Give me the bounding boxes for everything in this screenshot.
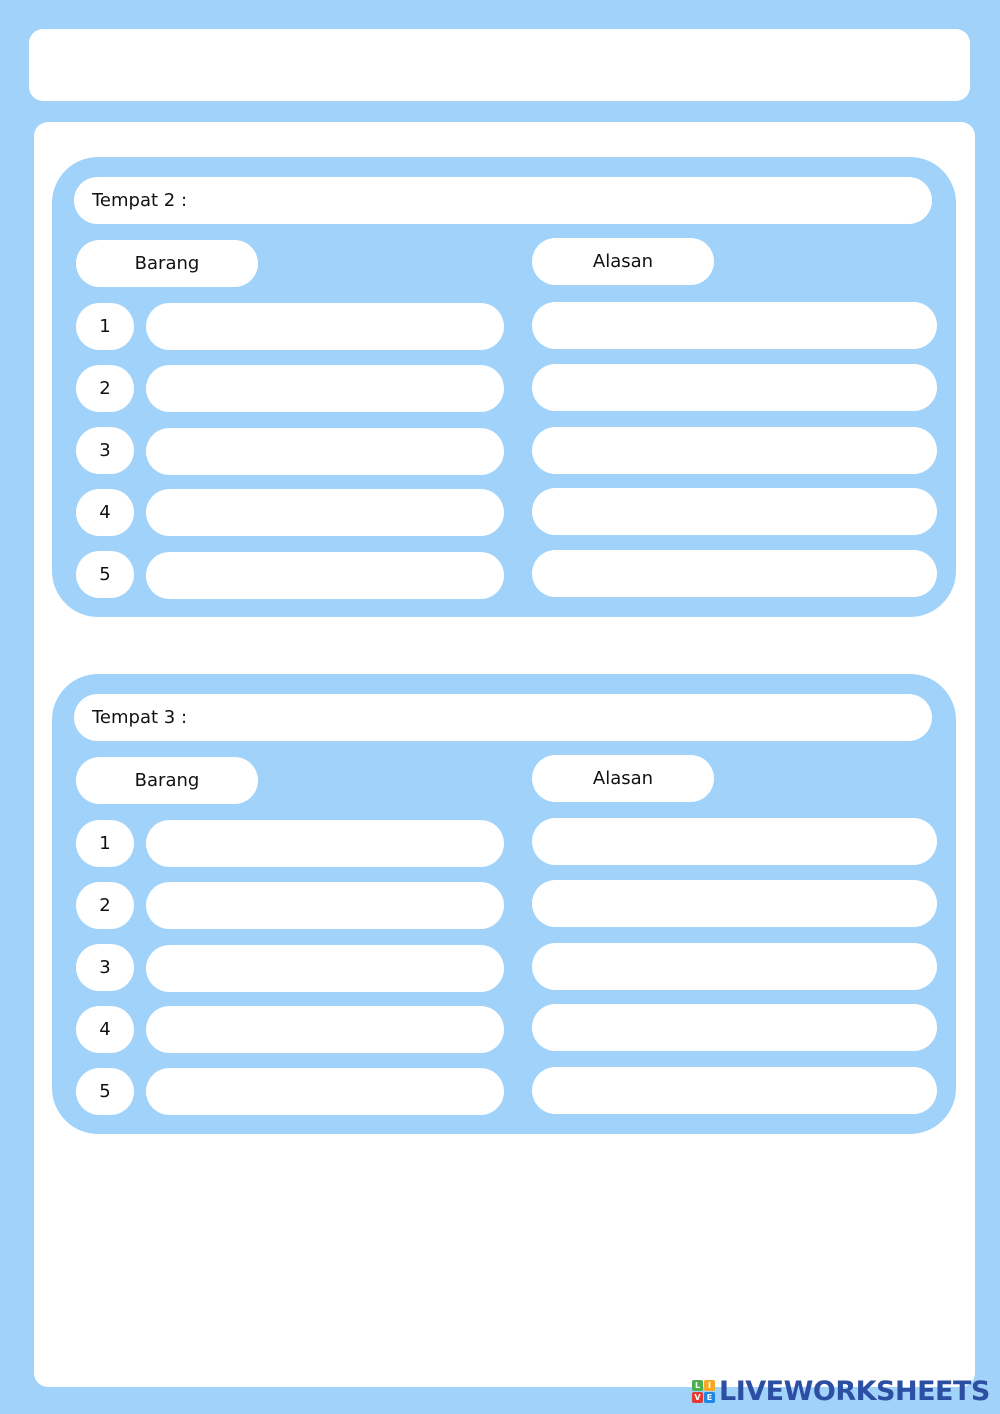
item-input[interactable] [146,428,504,475]
row-number [76,427,134,474]
item-input[interactable] [146,365,504,412]
item-input[interactable] [146,552,504,599]
row-number-label: 4 [99,1019,111,1040]
place-field[interactable] [74,177,932,224]
row-number-label: 2 [99,378,111,399]
place-field[interactable] [74,694,932,741]
reason-input[interactable] [532,427,937,474]
row-number [76,882,134,929]
row-number [76,1068,134,1115]
reason-input[interactable] [532,818,937,865]
section-panel-tempat-3 [52,674,956,1134]
reason-input[interactable] [532,1067,937,1114]
reason-input[interactable] [532,550,937,597]
reason-input[interactable] [532,943,937,990]
item-input[interactable] [146,820,504,867]
row-number [76,551,134,598]
row-number-label: 4 [99,502,111,523]
row-number-label: 5 [99,564,111,585]
logo-letter: E [704,1392,715,1403]
row-number-label: 3 [99,440,111,461]
row-number [76,365,134,412]
item-input[interactable] [146,945,504,992]
column-header-barang [76,240,258,287]
logo-mark-icon [692,1380,715,1403]
reason-input[interactable] [532,364,937,411]
column-header-label: Alasan [592,768,654,789]
title-input[interactable] [29,29,970,101]
row-number-label: 1 [99,833,111,854]
reason-input[interactable] [532,1004,937,1051]
row-number-label: 2 [99,895,111,916]
row-number [76,1006,134,1053]
logo-letter: V [692,1392,703,1403]
section-panel-tempat-2 [52,157,956,617]
reason-input[interactable] [532,302,937,349]
column-header-barang [76,757,258,804]
row-number [76,820,134,867]
item-input[interactable] [146,882,504,929]
item-input[interactable] [146,1068,504,1115]
row-number-label: 5 [99,1081,111,1102]
row-number-label: 1 [99,316,111,337]
reason-input[interactable] [532,488,937,535]
row-number [76,944,134,991]
item-input[interactable] [146,303,504,350]
reason-input[interactable] [532,880,937,927]
row-number-label: 3 [99,957,111,978]
place-label: Tempat 2 : [92,190,188,211]
logo-letter: L [692,1380,703,1391]
column-header-label: Barang [134,770,200,791]
column-header-label: Alasan [592,251,654,272]
column-header-alasan [532,755,714,802]
brand-name: LIVEWORKSHEETS [719,1375,990,1407]
row-number [76,303,134,350]
item-input[interactable] [146,1006,504,1053]
liveworksheets-logo [692,1376,990,1406]
item-input[interactable] [146,489,504,536]
column-header-alasan [532,238,714,285]
place-label: Tempat 3 : [92,707,188,728]
row-number [76,489,134,536]
column-header-label: Barang [134,253,200,274]
logo-letter: I [704,1380,715,1391]
